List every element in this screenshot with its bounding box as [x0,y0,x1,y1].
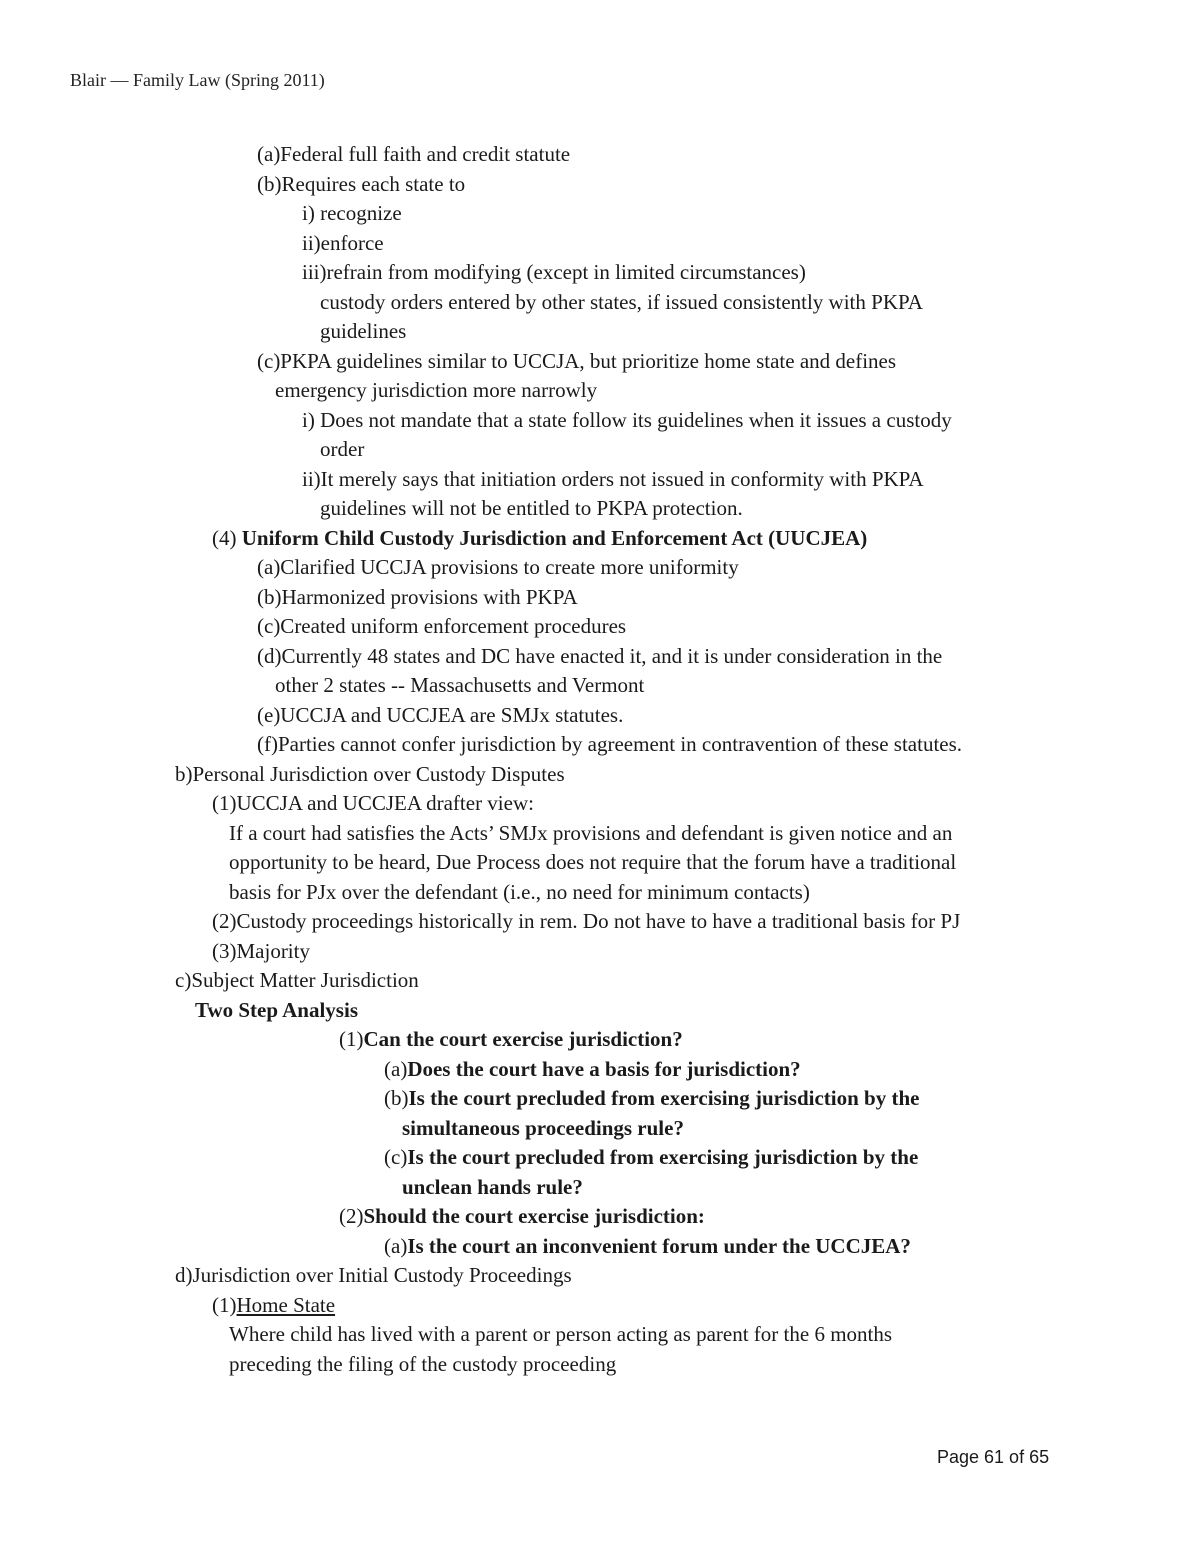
item-heading: Is the court precluded from exercising jurisdiction by the [408,1086,920,1110]
item-number: (a) [384,1233,408,1258]
section-line: c)Subject Matter Jurisdiction [175,968,419,992]
text-line: emergency jurisdiction more narrowly [275,378,598,402]
heading-line [384,1232,911,1262]
text-line: ii)It merely says that initiation orders not issued in conformity with PKPA [302,466,924,491]
item-number: (a) [384,1056,408,1081]
item-number: (1) [339,1027,364,1051]
item-heading: Uniform Child Custody Jurisdiction and Enforcement Act (UUCJEA) [241,525,868,550]
text-line: (b)Harmonized provisions with PKPA [257,584,578,609]
text-line: (3)Majority [212,938,310,963]
text-line: (2)Custody proceedings historically in rem. Do not have to have a traditional basis for PJ [212,909,961,933]
heading-line [212,524,867,554]
item-heading: Should the court exercise jurisdiction: [363,1204,705,1228]
text-line: Where child has lived with a parent or person acting as parent for the 6 months [229,1322,893,1346]
page-number: Page 61 of 65 [937,1447,1050,1467]
text-line: (c)PKPA guidelines similar to UCCJA, but prioritize home state and defines [257,348,897,373]
section-line: d)Jurisdiction over Initial Custody Proceedings [175,1263,572,1287]
item-number: (2) [339,1204,364,1228]
text-line: preceding the filing of the custody proceeding [229,1351,617,1376]
item-heading: Is the court an inconvenient forum under the UCCJEA? [407,1233,911,1258]
item-number: (4) [212,525,242,550]
text-line: order [320,437,365,461]
text-line: iii)refrain from modifying (except in limited circumstances) [302,260,806,284]
text-line: (a)Clarified UCCJA provisions to create more uniformity [257,555,739,579]
text-line: (b)Requires each state to [257,171,466,196]
text-line: (1)UCCJA and UCCJEA drafter view: [212,791,534,815]
section-line: b)Personal Jurisdiction over Custody Disputes [175,761,565,786]
subheading-line: Two Step Analysis [195,997,358,1022]
item-heading: Home State [236,1292,336,1317]
item-heading: Is the court precluded from exercising jurisdiction by the [407,1145,919,1169]
page-header: Blair — Family Law (Spring 2011) [70,70,325,90]
text-line: basis for PJx over the defendant (i.e., no need for minimum contacts) [229,879,810,904]
heading-line [384,1084,919,1114]
text-line: custody orders entered by other states, if issued consistently with PKPA [320,289,923,314]
text-line: (f)Parties cannot confer jurisdiction by agreement in contravention of these statutes. [257,732,963,756]
text-line: guidelines [320,319,407,343]
text-line: ii)enforce [302,230,384,255]
text-line: i) recognize [302,201,402,225]
item-heading: Does the court have a basis for jurisdiction? [407,1056,801,1081]
item-number: (c) [384,1145,408,1169]
text-line: guidelines will not be entitled to PKPA protection. [320,496,743,520]
heading-continuation: simultaneous proceedings rule? [402,1115,684,1140]
text-line: i) Does not mandate that a state follow its guidelines when it issues a custody [302,407,952,432]
text-line: other 2 states -- Massachusetts and Vermont [275,673,645,697]
text-line: (d)Currently 48 states and DC have enacted it, and it is under consideration in the [257,643,943,668]
heading-line [384,1055,801,1085]
heading-line [339,1025,683,1055]
heading-line [339,1202,705,1232]
text-line: (c)Created uniform enforcement procedures [257,614,627,638]
text-line: opportunity to be heard, Due Process does not require that the forum have a traditional [229,850,957,874]
item-heading: Can the court exercise jurisdiction? [363,1027,683,1051]
heading-continuation: unclean hands rule? [402,1174,583,1199]
text-line: (e)UCCJA and UCCJEA are SMJx statutes. [257,702,624,727]
item-number: (1) [212,1292,237,1317]
heading-line [384,1143,918,1173]
text-line: If a court had satisfies the Acts’ SMJx provisions and defendant is given notice and an [229,820,953,845]
item-number: (b) [384,1086,409,1110]
heading-line [212,1291,335,1321]
text-line: (a)Federal full faith and credit statute [257,142,571,166]
